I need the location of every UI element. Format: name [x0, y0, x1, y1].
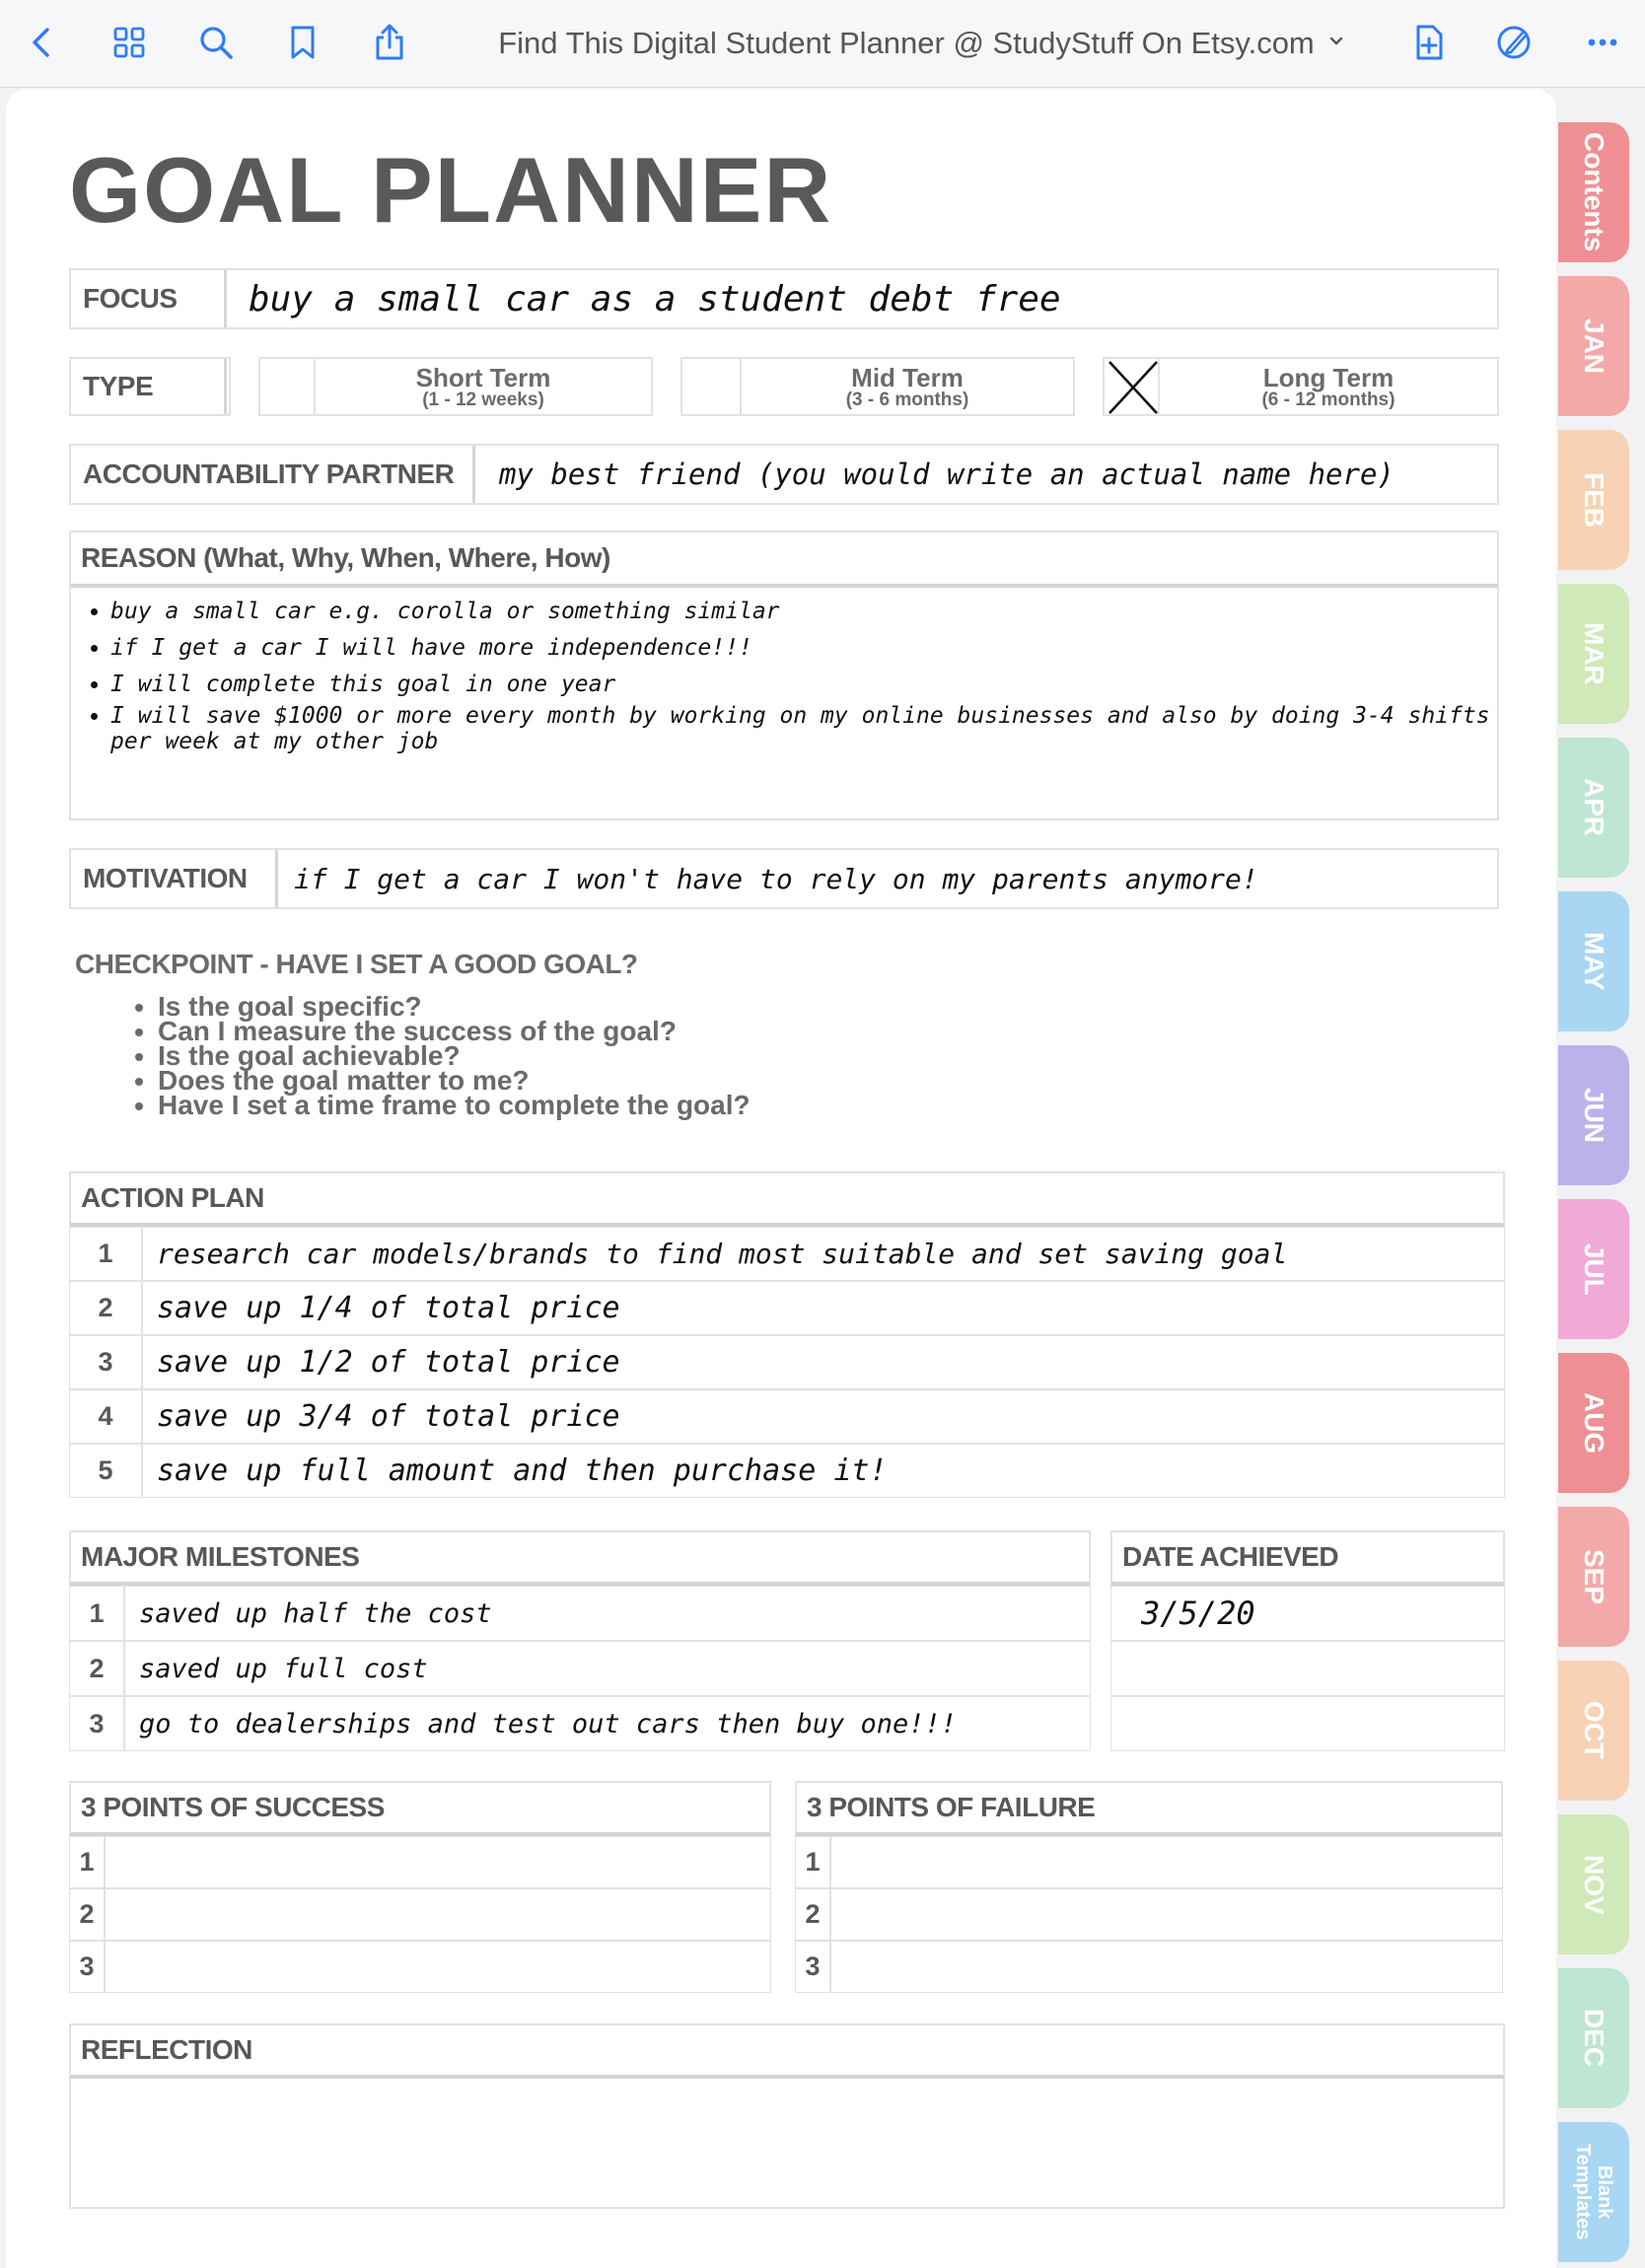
tab-oct[interactable]: [1558, 1661, 1629, 1801]
reason-item: • buy a small car e.g. corolla or something similar: [110, 594, 1491, 630]
row-number: 2: [70, 1642, 125, 1695]
date-achieved-header: DATE ACHIEVED: [1110, 1530, 1505, 1586]
action-plan-text: save up 1/2 of total price: [157, 1345, 620, 1380]
tab-label: JUN: [1579, 1087, 1609, 1143]
date-achieved-value: 3/5/20: [1141, 1595, 1255, 1632]
action-plan-row[interactable]: [69, 1389, 1505, 1444]
tab-label: APR: [1579, 778, 1609, 837]
failure-row[interactable]: [795, 1836, 1503, 1888]
reason-header: REASON (What, Why, When, Where, How): [69, 531, 1499, 588]
tab-apr[interactable]: [1558, 738, 1629, 878]
tab-label: JAN: [1579, 318, 1609, 374]
long-term-sub: (6 - 12 months): [1261, 389, 1395, 410]
action-plan-row[interactable]: [69, 1444, 1505, 1498]
tab-label: AUG: [1579, 1391, 1609, 1454]
date-achieved-cell[interactable]: [1110, 1696, 1505, 1751]
partner-value[interactable]: my best friend (you would write an actual name here): [499, 458, 1395, 491]
failure-row[interactable]: [795, 1941, 1503, 1993]
action-plan-row[interactable]: [69, 1335, 1505, 1389]
row-number: 3: [70, 1942, 106, 1992]
reflection-header: REFLECTION: [69, 2023, 1505, 2079]
reason-item: • I will complete this goal in one year: [110, 667, 1491, 703]
type-option-long-term[interactable]: [1103, 357, 1499, 416]
type-label: TYPE: [71, 359, 227, 414]
row-number: 1: [70, 1837, 106, 1887]
reason-item: • if I get a car I will have more independence!!!: [110, 630, 1491, 667]
partner-label: ACCOUNTABILITY PARTNER: [71, 446, 475, 503]
row-number: 1: [70, 1228, 143, 1280]
checkpoint-list: [128, 991, 751, 1120]
milestones-header: MAJOR MILESTONES: [69, 1530, 1091, 1586]
row-number: 5: [70, 1445, 143, 1497]
short-term-sub: (1 - 12 weeks): [422, 389, 544, 410]
partner-row: [69, 444, 1499, 505]
tab-label: FEB: [1579, 472, 1609, 528]
success-header: 3 POINTS OF SUCCESS: [69, 1781, 771, 1836]
tab-may[interactable]: [1558, 891, 1629, 1031]
long-term-label: Long Term: [1262, 362, 1395, 392]
milestone-row[interactable]: [69, 1641, 1091, 1696]
tab-jul[interactable]: [1558, 1199, 1629, 1339]
milestone-row[interactable]: [69, 1696, 1091, 1751]
tab-jun[interactable]: [1558, 1045, 1629, 1185]
checkpoint-item: • Have I set a time frame to complete the goal?: [158, 1093, 751, 1117]
success-row[interactable]: [69, 1888, 771, 1941]
mid-term-label: Mid Term: [851, 362, 964, 392]
bookmark-icon[interactable]: [280, 20, 325, 65]
checkpoint-item: • Is the goal achievable?: [158, 1043, 751, 1068]
tab-label: MAR: [1579, 622, 1609, 685]
back-icon[interactable]: [20, 20, 65, 65]
checkpoint-title: CHECKPOINT - HAVE I SET A GOOD GOAL?: [75, 949, 638, 979]
type-option-mid-term[interactable]: [680, 357, 1075, 416]
tab-label: SEP: [1579, 1548, 1609, 1605]
row-number: 2: [796, 1889, 831, 1940]
markup-pen-icon[interactable]: [1491, 20, 1537, 65]
checkmark-x-icon: [1105, 359, 1160, 414]
row-number: 1: [796, 1837, 831, 1887]
checkpoint-item: • Does the goal matter to me?: [158, 1068, 751, 1093]
tab-blank-templates[interactable]: [1558, 2122, 1629, 2262]
row-number: 3: [70, 1697, 125, 1750]
mid-term-checkbox[interactable]: [682, 359, 742, 414]
action-plan-row[interactable]: [69, 1281, 1505, 1335]
tab-feb[interactable]: [1558, 430, 1629, 570]
page-title: GOAL PLANNER: [69, 138, 833, 242]
more-icon[interactable]: [1580, 20, 1625, 65]
reason-item: • I will save $1000 or more every month by working on my online businesses and also by doing 3-4 shifts per week at my other job: [110, 703, 1491, 754]
document-title-menu[interactable]: [464, 22, 1381, 65]
row-number: 3: [796, 1942, 831, 1992]
focus-row: [69, 268, 1499, 329]
tab-contents[interactable]: [1558, 122, 1629, 262]
checkpoint-item: • Is the goal specific?: [158, 994, 751, 1019]
motivation-label: MOTIVATION: [71, 850, 278, 907]
action-plan-row[interactable]: [69, 1227, 1505, 1281]
grid-icon[interactable]: [107, 20, 152, 65]
tab-aug[interactable]: [1558, 1353, 1629, 1493]
planner-page: [6, 89, 1556, 2268]
success-row[interactable]: [69, 1941, 771, 1993]
short-term-label: Short Term: [415, 362, 551, 392]
milestone-text: go to dealerships and test out cars then buy one!!!: [139, 1708, 958, 1739]
tab-nov[interactable]: [1558, 1814, 1629, 1954]
failure-row[interactable]: [795, 1888, 1503, 1941]
long-term-checkbox[interactable]: [1105, 359, 1160, 414]
row-number: 2: [70, 1282, 143, 1334]
tab-label: MAY: [1579, 932, 1609, 991]
focus-label: FOCUS: [71, 270, 227, 327]
reflection-box[interactable]: [69, 2079, 1505, 2209]
tab-jan[interactable]: [1558, 276, 1629, 416]
focus-value[interactable]: buy a small car as a student debt free: [249, 278, 1061, 319]
toolbar: [0, 0, 1645, 88]
chevron-down-icon: [1326, 32, 1346, 56]
share-icon[interactable]: [367, 20, 412, 65]
success-row[interactable]: [69, 1836, 771, 1888]
tab-dec[interactable]: [1558, 1968, 1629, 2108]
mid-term-sub: (3 - 6 months): [845, 389, 969, 410]
document-title: Find This Digital Student Planner @ StudyStuff On Etsy.com: [498, 26, 1315, 60]
action-plan-text: save up 3/4 of total price: [157, 1399, 620, 1434]
failure-header: 3 POINTS OF FAILURE: [795, 1781, 1503, 1836]
row-number: 1: [70, 1587, 125, 1640]
tab-label: Contents: [1579, 132, 1609, 252]
milestone-text: saved up half the cost: [139, 1597, 492, 1629]
row-number: 3: [70, 1336, 143, 1388]
reason-list: [85, 594, 1491, 754]
type-option-short-term[interactable]: [258, 357, 653, 416]
tab-label: OCT: [1579, 1701, 1609, 1760]
action-plan-header: ACTION PLAN: [69, 1171, 1505, 1227]
tab-mar[interactable]: [1558, 584, 1629, 724]
tab-label: JUL: [1579, 1242, 1609, 1296]
row-number: 4: [70, 1390, 143, 1443]
search-icon[interactable]: [193, 20, 239, 65]
milestone-text: saved up full cost: [139, 1653, 428, 1684]
milestone-row[interactable]: [69, 1586, 1091, 1641]
short-term-checkbox[interactable]: [260, 359, 316, 414]
tab-label: Blank Templates: [1572, 2144, 1615, 2240]
row-number: 2: [70, 1889, 106, 1940]
checkpoint-item: • Can I measure the success of the goal?: [158, 1019, 751, 1043]
tab-sep[interactable]: [1558, 1507, 1629, 1647]
action-plan-text: research car models/brands to find most suitable and set saving goal: [157, 1238, 1288, 1270]
type-row: [69, 357, 231, 416]
action-plan-text: save up 1/4 of total price: [157, 1291, 620, 1325]
motivation-value[interactable]: if I get a car I won't have to rely on my parents anymore!: [294, 862, 1258, 895]
action-plan-text: save up full amount and then purchase it!: [157, 1453, 888, 1488]
date-achieved-cell[interactable]: [1110, 1586, 1505, 1641]
date-achieved-cell[interactable]: [1110, 1641, 1505, 1696]
motivation-row: [69, 848, 1499, 909]
tab-label: NOV: [1579, 1854, 1609, 1915]
add-page-icon[interactable]: [1406, 20, 1452, 65]
tab-label: DEC: [1579, 2009, 1609, 2068]
